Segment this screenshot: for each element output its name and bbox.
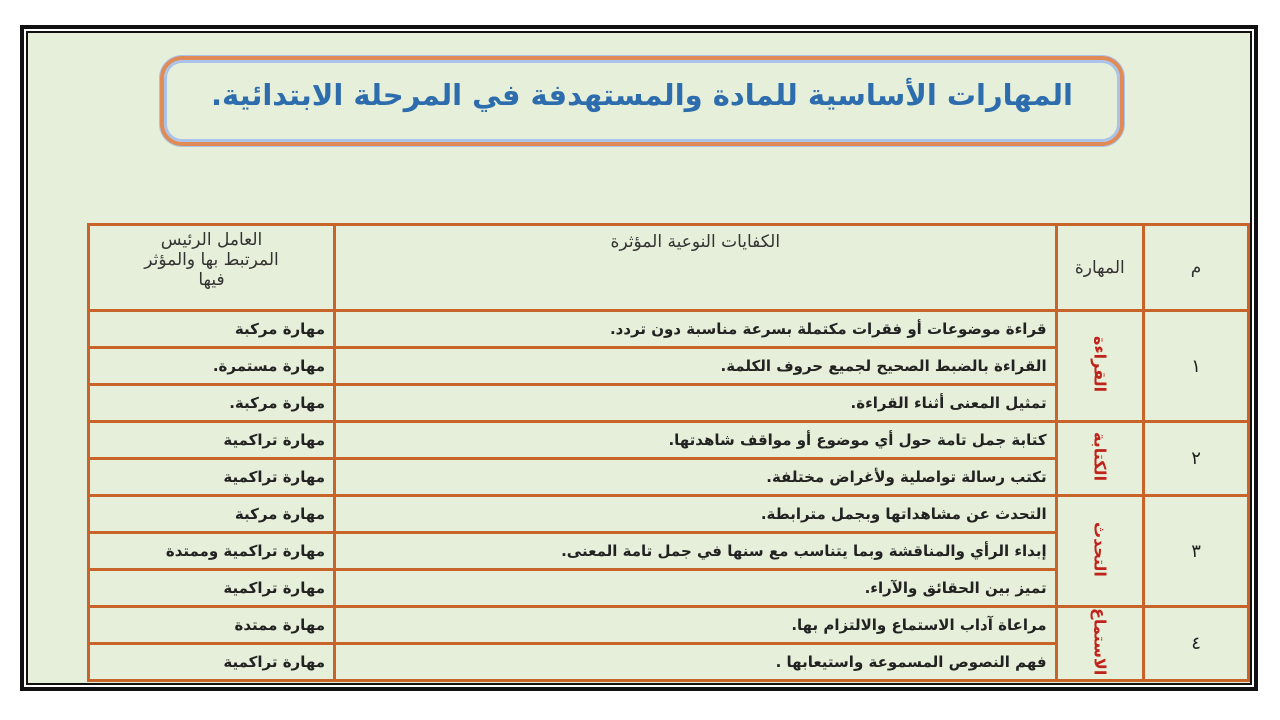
header-competency: الكفايات النوعية المؤثرة bbox=[335, 225, 1057, 311]
factor-cell: مهارة مركبة bbox=[89, 311, 335, 348]
skill-cell bbox=[1056, 422, 1143, 496]
competency-cell: قراءة موضوعات أو فقرات مكتملة بسرعة مناسبة دون تردد. bbox=[335, 311, 1057, 348]
table-row bbox=[89, 496, 1249, 533]
competency-cell: تكتب رسالة تواصلية ولأغراض مختلفة. bbox=[335, 459, 1057, 496]
factor-cell: مهارة مركبة bbox=[89, 496, 335, 533]
skill-label: الاستماع bbox=[1090, 608, 1110, 676]
skills-table bbox=[87, 223, 1250, 682]
skill-cell bbox=[1056, 607, 1143, 681]
skill-label: القراءة bbox=[1090, 335, 1110, 393]
factor-cell: مهارة تراكمية وممتدة bbox=[89, 533, 335, 570]
table-row bbox=[89, 607, 1249, 644]
table-row bbox=[89, 311, 1249, 348]
competency-cell: التحدث عن مشاهداتها وبجمل مترابطة. bbox=[335, 496, 1057, 533]
factor-cell: مهارة ممتدة bbox=[89, 607, 335, 644]
header-skill: المهارة bbox=[1056, 225, 1143, 311]
competency-cell: تمثيل المعنى أثناء القراءة. bbox=[335, 385, 1057, 422]
page-title: المهارات الأساسية للمادة والمستهدفة في المرحلة الابتدائية. bbox=[211, 78, 1073, 112]
skill-label: التحدث bbox=[1090, 521, 1110, 577]
header-factor-line: فيها bbox=[198, 270, 225, 290]
row-number: ٢ bbox=[1144, 422, 1249, 496]
competency-cell: فهم النصوص المسموعة واستيعابها . bbox=[335, 644, 1057, 681]
factor-cell: مهارة مركبة. bbox=[89, 385, 335, 422]
competency-cell: القراءة بالضبط الصحيح لجميع حروف الكلمة. bbox=[335, 348, 1057, 385]
header-factor-line: العامل الرئيس bbox=[160, 230, 263, 250]
row-number: ٣ bbox=[1144, 496, 1249, 607]
skill-cell bbox=[1056, 311, 1143, 422]
factor-cell: مهارة مستمرة. bbox=[89, 348, 335, 385]
header-factor bbox=[89, 225, 335, 311]
row-number: ٤ bbox=[1144, 607, 1249, 681]
header-factor-line: المرتبط بها والمؤثر bbox=[144, 250, 279, 270]
factor-cell: مهارة تراكمية bbox=[89, 644, 335, 681]
factor-cell: مهارة تراكمية bbox=[89, 570, 335, 607]
skill-label: الكتابة bbox=[1090, 431, 1110, 482]
skill-cell bbox=[1056, 496, 1143, 607]
competency-cell: تميز بين الحقائق والآراء. bbox=[335, 570, 1057, 607]
factor-cell: مهارة تراكمية bbox=[89, 459, 335, 496]
table-header-row bbox=[89, 225, 1249, 311]
competency-cell: مراعاة آداب الاستماع والالتزام بها. bbox=[335, 607, 1057, 644]
competency-cell: كتابة جمل تامة حول أي موضوع أو مواقف شاهدتها. bbox=[335, 422, 1057, 459]
competency-cell: إبداء الرأي والمناقشة وبما يتناسب مع سنها في جمل تامة المعنى. bbox=[335, 533, 1057, 570]
table-row bbox=[89, 422, 1249, 459]
title-box bbox=[160, 56, 1124, 146]
factor-cell: مهارة تراكمية bbox=[89, 422, 335, 459]
row-number: ١ bbox=[1144, 311, 1249, 422]
header-num: م bbox=[1144, 225, 1249, 311]
